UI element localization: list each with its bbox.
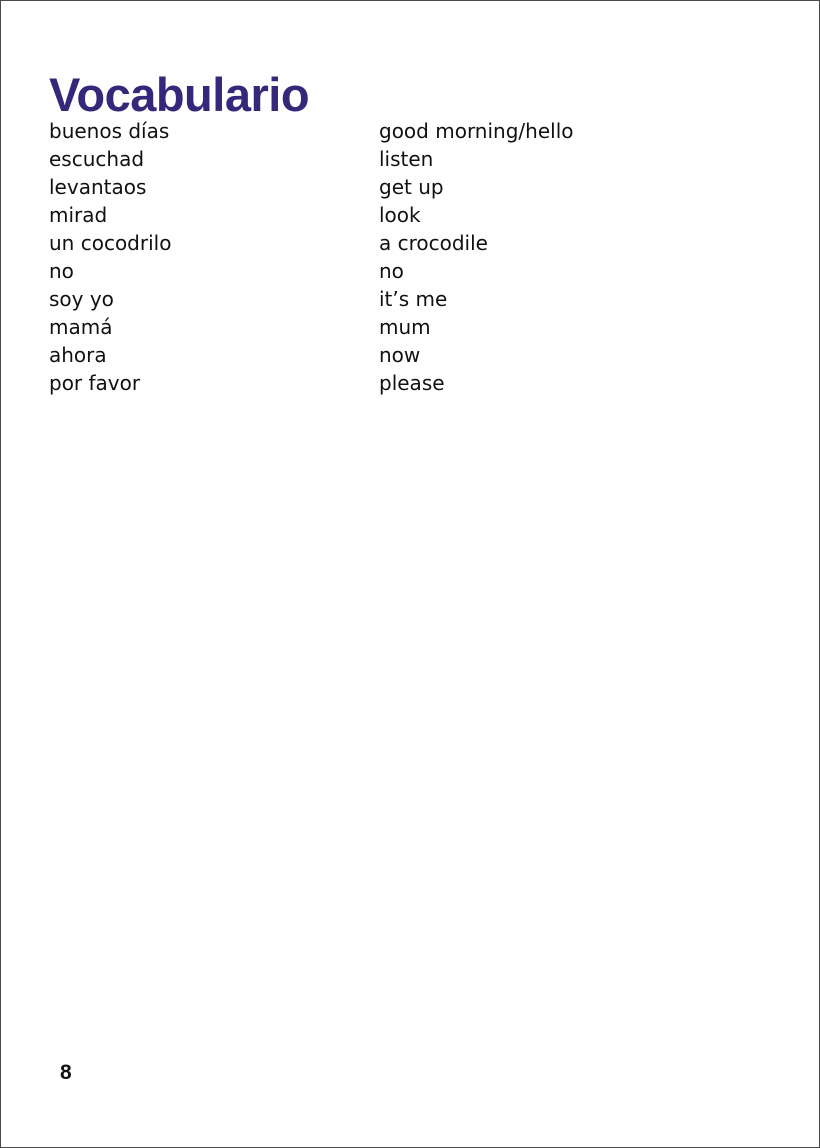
english-translation: look [379, 203, 421, 227]
vocabulary-row [49, 341, 749, 369]
vocabulary-row [49, 285, 749, 313]
vocabulary-row [49, 313, 749, 341]
spanish-term: escuchad [49, 147, 145, 171]
english-translation: mum [379, 315, 431, 339]
vocabulary-row [49, 229, 749, 257]
spanish-term: no [49, 259, 74, 283]
vocabulary-row [49, 201, 749, 229]
spanish-term: levantaos [49, 175, 147, 199]
english-translation: no [379, 259, 404, 283]
spanish-term: un cocodrilo [49, 231, 172, 255]
vocabulary-row [49, 257, 749, 285]
spanish-term: mirad [49, 203, 108, 227]
english-translation: it’s me [379, 287, 448, 311]
spanish-term: soy yo [49, 287, 114, 311]
english-translation: get up [379, 175, 444, 199]
spanish-term: ahora [49, 343, 107, 367]
vocabulary-row [49, 117, 749, 145]
spanish-term: por favor [49, 371, 141, 395]
vocabulary-list [49, 117, 749, 397]
english-translation: listen [379, 147, 434, 171]
english-translation: now [379, 343, 421, 367]
page-title: Vocabulario [49, 68, 310, 121]
page-number: 8 [60, 1061, 72, 1084]
vocabulary-row [49, 369, 749, 397]
spanish-term: buenos días [49, 119, 170, 143]
english-translation: a crocodile [379, 231, 488, 255]
vocabulary-row [49, 145, 749, 173]
vocabulary-row [49, 173, 749, 201]
english-translation: please [379, 371, 445, 395]
spanish-term: mamá [49, 315, 113, 339]
english-translation: good morning/hello [379, 119, 574, 143]
